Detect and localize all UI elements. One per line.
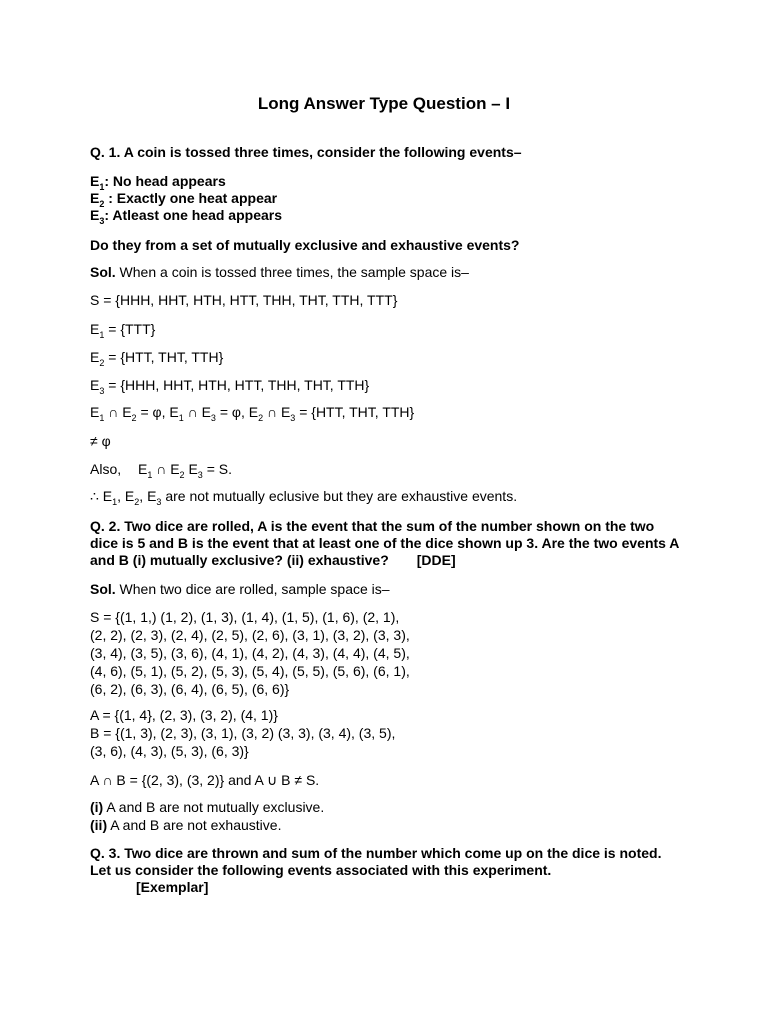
q2-relation: A ∩ B = {(2, 3), (3, 2)} and A ∪ B ≠ S.: [90, 772, 320, 788]
q1-set-e1: $E_1 = \{TTT\}$: [90, 321, 156, 340]
e2-sub: 2: [99, 198, 105, 209]
ans-i-label: (i): [90, 799, 104, 815]
therefore-b1: , E: [117, 488, 135, 504]
therefore-b2: , E: [139, 488, 157, 504]
q3-tag: [Exemplar]: [136, 879, 209, 895]
e1-label: E: [90, 173, 100, 189]
q2-answer-i: [90, 798, 324, 816]
q2-question-l1: Q. 2. Two dice are rolled, A is the event that the sum of the number shown on the two: [90, 518, 655, 534]
inter-a3: ∩ E: [263, 404, 291, 420]
e1-text: : No head appears: [104, 173, 226, 189]
q2-set-a: A = {(1, 4}, (2, 3), (3, 2), (4, 1)}: [90, 707, 278, 723]
q2-solution: [90, 580, 390, 598]
set2-sub: 2: [99, 357, 105, 368]
ans-ii-label: (ii): [90, 817, 108, 833]
q2-sol-label: Sol.: [90, 581, 116, 597]
q1-sample-space: S = {HHH, HHT, HTH, HTT, THH, THT, TTH, TTT}: [90, 292, 398, 308]
inter-c: = {HTT, THT, TTH}: [295, 404, 415, 420]
inter-b1: = φ, E: [136, 404, 179, 420]
sol-label: Sol.: [90, 264, 116, 280]
q2-set-b-l2: (3, 6), (4, 3), (5, 3), (6, 3)}: [90, 743, 249, 759]
page-title: Long Answer Type Question – I: [257, 94, 511, 113]
q1-ask: Do they from a set of mutually exclusive and exhaustive events?: [90, 237, 520, 253]
q3-tag-line: [90, 878, 208, 896]
q2-sol-text: When two dice are rolled, sample space is–: [115, 581, 390, 597]
e2-text: : Exactly one heat appear: [104, 190, 278, 206]
q1-solution: [90, 263, 469, 281]
q2-question-l3: [90, 551, 456, 569]
q2-question-l2: dice is 5 and B is the event that at least one of the dice shown up 3. Are the two events A: [90, 535, 680, 551]
q2-space-line-5: (6, 2), (6, 3), (6, 4), (6, 5), (6, 6)}: [90, 681, 290, 697]
therefore-c: are not mutually eclusive but they are exhaustive events.: [161, 488, 518, 504]
q2-set-b-l1: B = {(1, 3), (2, 3), (3, 1), (3, 2) (3, 3), (3, 4), (3, 5),: [90, 725, 396, 741]
q1-event-1: [90, 172, 226, 190]
e1-sub: 1: [99, 181, 105, 192]
q1-conclusion: ∴ $E_1$, $E_2$, $E_3$ are not mutually eclusive but they are exhaustive events.: [90, 488, 518, 507]
q1-question: Q. 1. A coin is tossed three times, consider the following events–: [90, 144, 522, 160]
q2-answer-ii: [90, 816, 281, 834]
set2-rest: = {HTT, THT, TTH}: [104, 349, 224, 365]
inter-a2: ∩ E: [183, 404, 211, 420]
set1-sub: 1: [99, 329, 105, 340]
also-label: Also,: [90, 461, 122, 477]
q3-question-l2: Let us consider the following events associated with this experiment.: [90, 862, 552, 878]
q1-event-2: [90, 189, 277, 207]
set1-rest: = {TTT}: [104, 321, 156, 337]
e3-label: E: [90, 207, 100, 223]
q1-set-e2: $E_2 = \{HTT$, THT, TTH}: [90, 349, 224, 368]
also-c: E: [184, 461, 198, 477]
q2-question-l3-text: and B (i) mutually exclusive? (ii) exhaustive?: [90, 552, 389, 568]
set3-rest: = {HHH, HHT, HTH, HTT, THH, THT, TTH}: [104, 377, 370, 393]
ans-i-text: A and B are not mutually exclusive.: [103, 799, 325, 815]
q2-space-line-4: (4, 6), (5, 1), (5, 2), (5, 3), (5, 4), (5, 5), (5, 6), (6, 1),: [90, 663, 410, 679]
therefore-a: ∴ E: [90, 488, 113, 504]
q1-also: Also, $E_1$ ∩ $E_2$ $E_3 = S$.: [90, 461, 232, 480]
q2-space-line-1: S = {(1, 1,) (1, 2), (1, 3), (1, 4), (1, 5), (1, 6), (2, 1),: [90, 609, 400, 625]
also-b: ∩ E: [152, 461, 180, 477]
inter-b2: = φ, E: [215, 404, 259, 420]
q2-tag: [DDE]: [416, 552, 456, 568]
q1-set-e3: $E_3 = \{HHH$, HHT, HTH, HTT, THH, THT, TTH}: [90, 377, 370, 396]
q1-not-empty: ≠ φ: [90, 433, 111, 449]
also-a: E: [138, 461, 148, 477]
e3-sub: 3: [99, 215, 105, 226]
also-d: = S.: [202, 461, 232, 477]
inter-a1: ∩ E: [104, 404, 132, 420]
q2-space-line-3: (3, 4), (3, 5), (3, 6), (4, 1), (4, 2), (4, 3), (4, 4), (4, 5),: [90, 645, 410, 661]
e2-label: E: [90, 190, 100, 206]
q1-event-3: [90, 206, 282, 224]
ans-ii-text: A and B are not exhaustive.: [107, 817, 282, 833]
q1-intersections: $E_1$ ∩ $E_2 = \varphi$, $E_1$ ∩ $E_3 = \varphi$, $E_2$ ∩ $E_3 = \{HTT$, THT, TTH}: [90, 404, 415, 423]
q2-space-line-2: (2, 2), (2, 3), (2, 4), (2, 5), (2, 6), (3, 1), (3, 2), (3, 3),: [90, 627, 410, 643]
set3-sub: 3: [99, 385, 105, 396]
q3-question-l1: Q. 3. Two dice are thrown and sum of the number which come up on the dice is noted.: [90, 845, 662, 861]
sol-text: When a coin is tossed three times, the sample space is–: [115, 264, 469, 280]
e3-text: : Atleast one head appears: [104, 207, 283, 223]
